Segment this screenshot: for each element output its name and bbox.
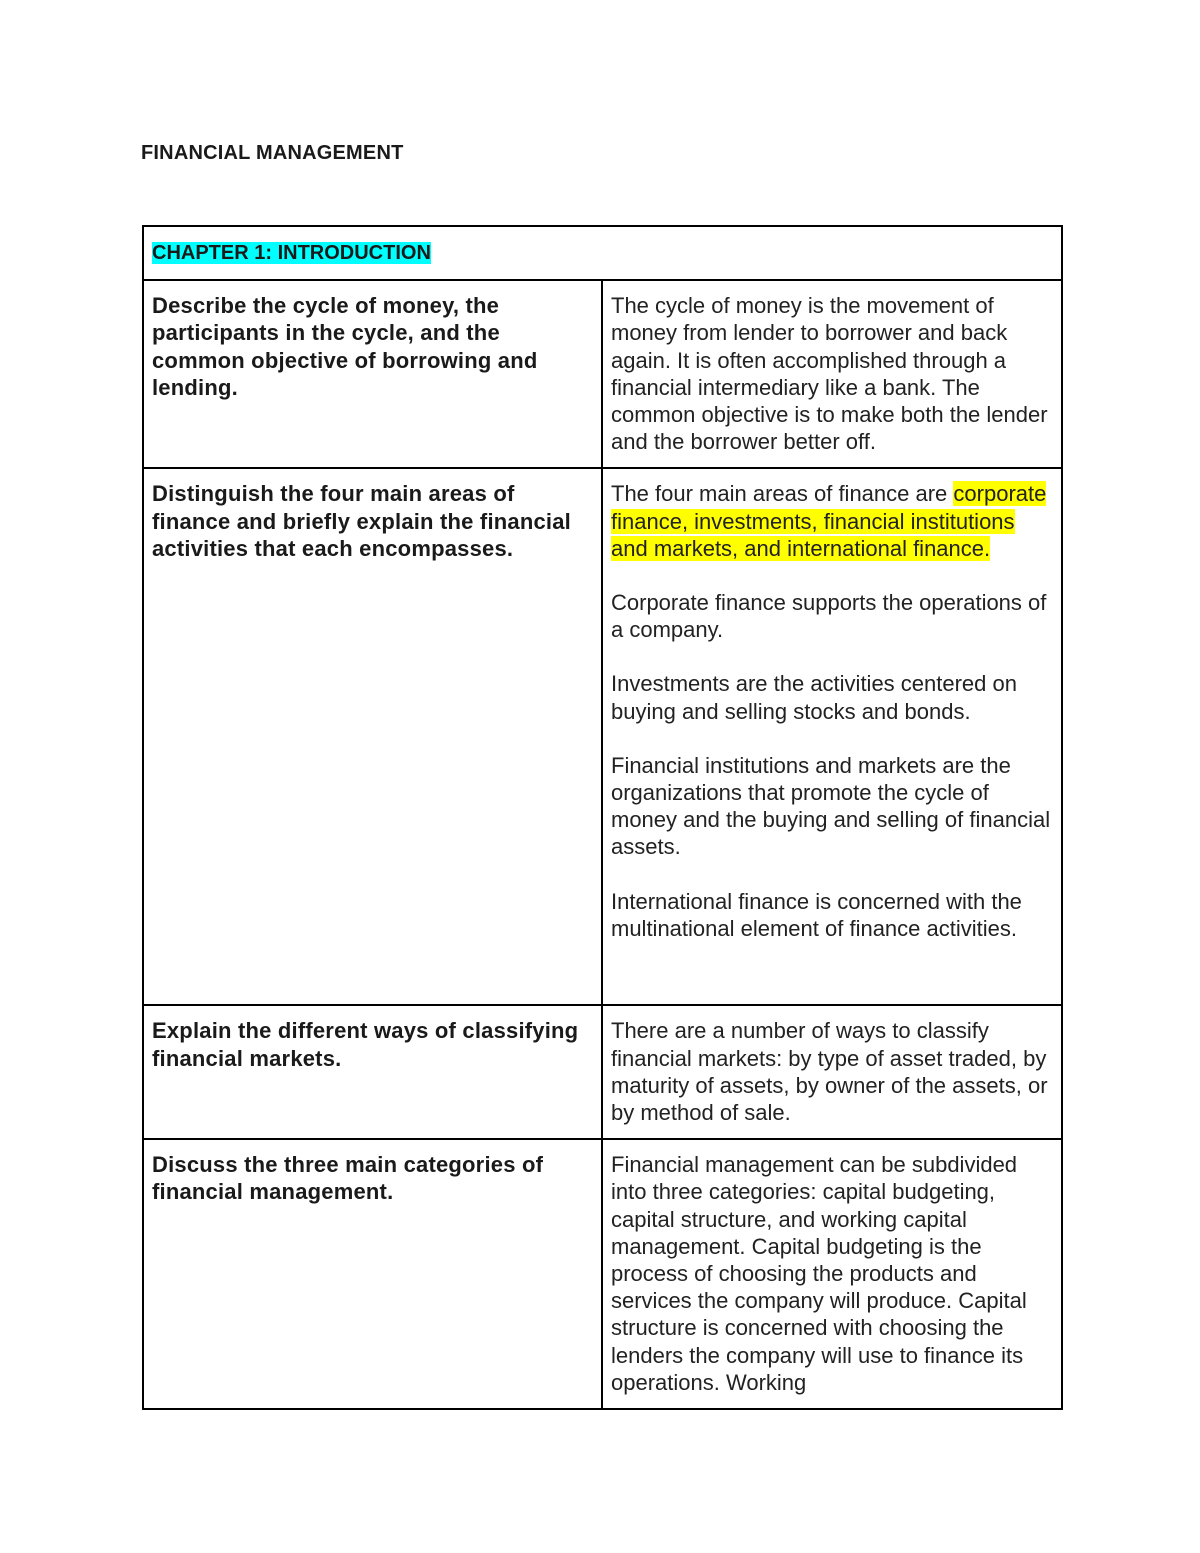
chapter-header-cell [143, 226, 1062, 280]
answer-cell: There are a number of ways to classify financial markets: by type of asset traded, by maturity of assets, by owner of the assets, or by method of sale. [602, 1005, 1062, 1139]
answer-cell: Financial management can be subdivided into three categories: capital budgeting, capital structure, and working capital management. Capital budgeting is the process of choosing the products and services the company will produce. Capital structure is concerned with choosing the lenders the company will use to finance its operations. Working [602, 1139, 1062, 1409]
chapter-title: CHAPTER 1: INTRODUCTION [152, 242, 431, 264]
question-cell: Distinguish the four main areas of finance and briefly explain the financial activities that each encompasses. [143, 468, 602, 1005]
document-title: FINANCIAL MANAGEMENT [141, 142, 404, 164]
highlighted-text: corporate finance, investments, financial institutions and markets, and international finance. [611, 481, 1047, 561]
answer-paragraph: International finance is concerned with the multinational element of finance activities. [611, 888, 1022, 941]
question-cell: Discuss the three main categories of financial management. [143, 1139, 602, 1409]
answer-paragraph: Corporate finance supports the operations of a company. [611, 590, 1047, 643]
table-row [143, 280, 1062, 468]
table-row [143, 468, 1062, 1005]
chapter-table [142, 225, 1063, 1410]
answer-paragraph [611, 480, 1052, 562]
question-cell: Describe the cycle of money, the participants in the cycle, and the common objective of borrowing and lending. [143, 280, 602, 468]
answer-paragraph: Investments are the activities centered on buying and selling stocks and bonds. [611, 671, 1017, 724]
answer-cell: The cycle of money is the movement of money from lender to borrower and back again. It is often accomplished through a financial intermediary like a bank. The common objective is to make both the lender and the borrower better off. [602, 280, 1062, 468]
answer-intro: The four main areas of finance are [611, 481, 948, 507]
answer-cell [602, 468, 1062, 1005]
table-row [143, 1005, 1062, 1139]
chapter-header-row [143, 226, 1062, 280]
answer-paragraph: Financial institutions and markets are the organizations that promote the cycle of money and the buying and selling of financial assets. [611, 752, 1051, 860]
question-cell: Explain the different ways of classifying financial markets. [143, 1005, 602, 1139]
table-row [143, 1139, 1062, 1409]
